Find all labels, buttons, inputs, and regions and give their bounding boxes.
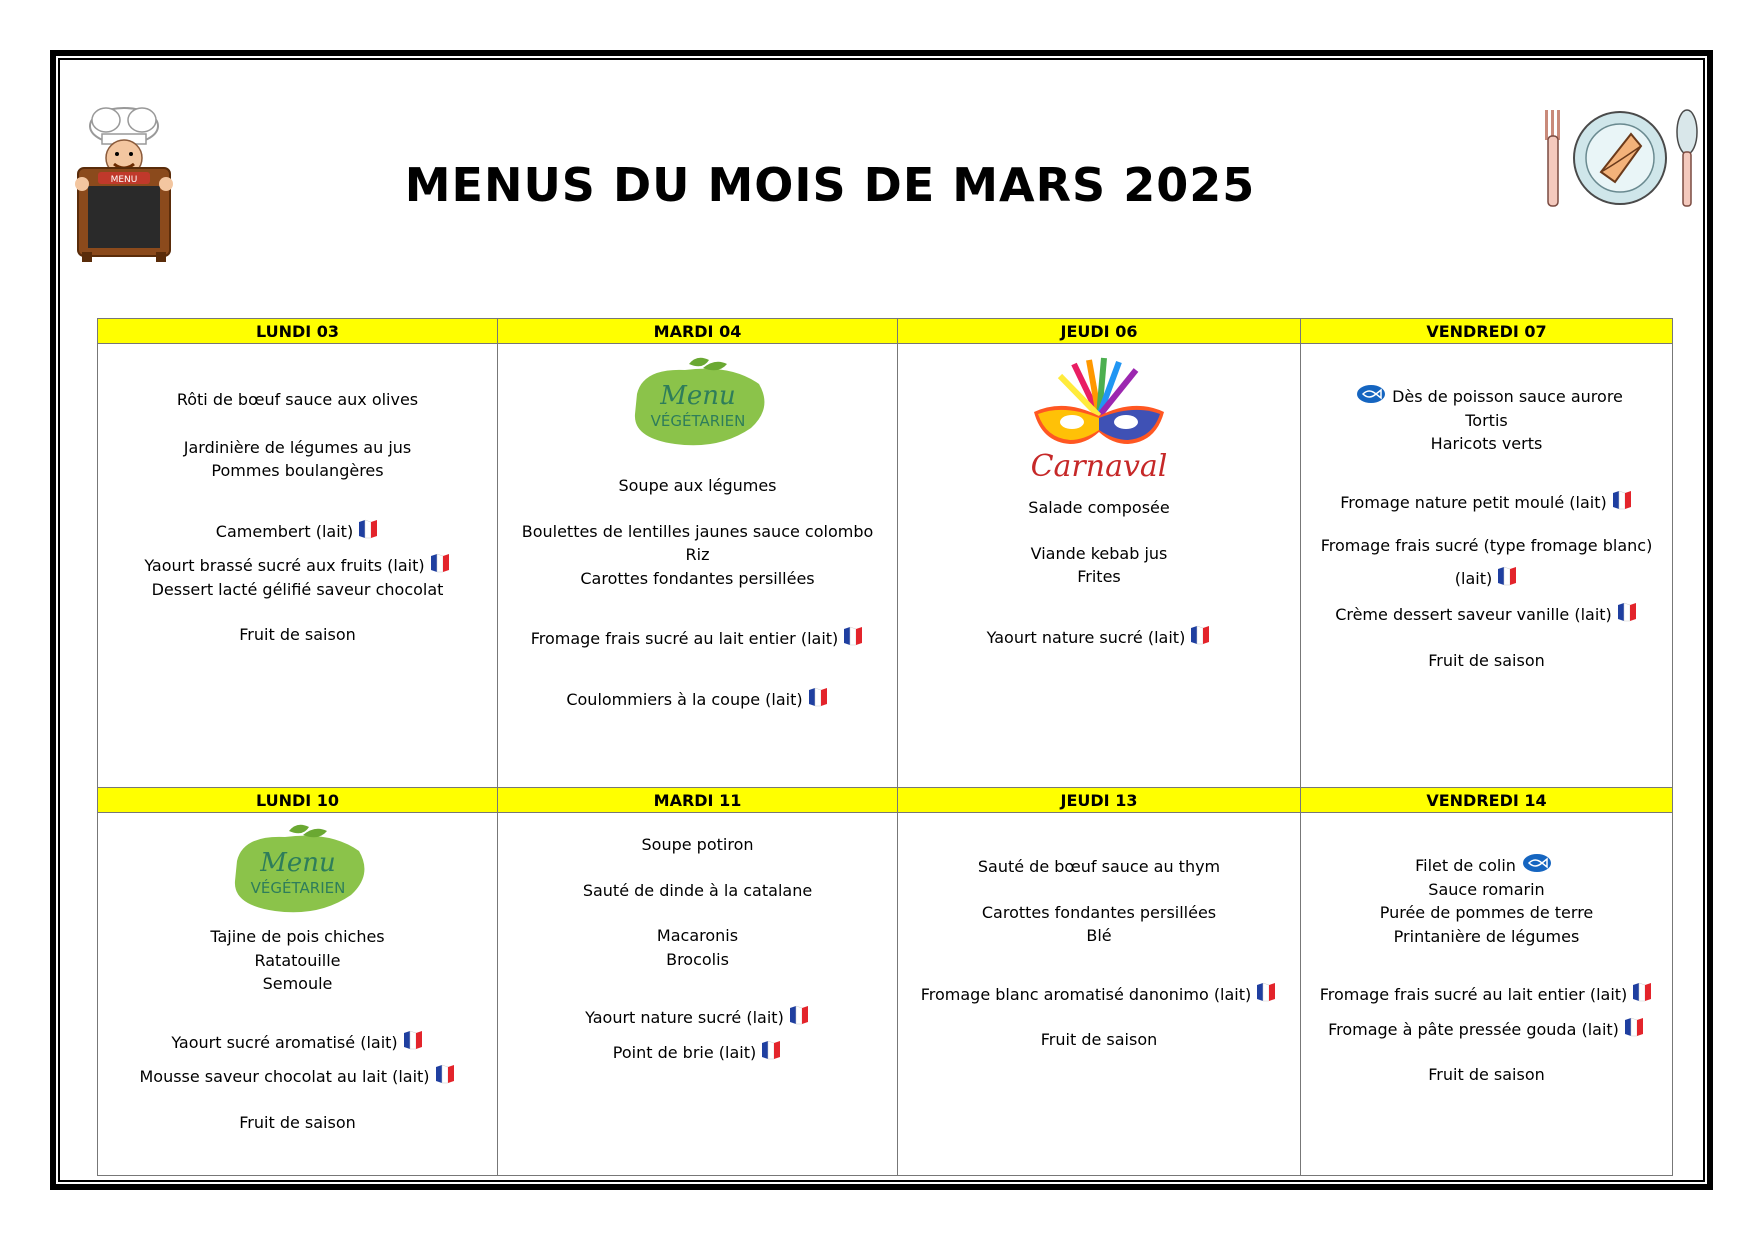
menu-item-row [1301,566,1672,591]
menu-item: Fruit de saison [1428,650,1545,670]
menu-item: Carottes fondantes persillées [580,568,815,588]
day-header-jeudi-06: JEUDI 06 [898,319,1301,344]
menu-item: Printanière de légumes [1393,926,1580,946]
menu-item: Tajine de pois chiches [210,927,385,946]
menu-item: Filet de colin [1415,856,1516,875]
menu-item: Macaronis [656,926,739,945]
fish-label-icon [1522,853,1552,873]
menu-item: Fruit de saison [239,1112,356,1132]
svg-text:Carnaval: Carnaval [1030,449,1168,484]
fish-label-icon [1356,384,1386,404]
french-flag-icon [842,626,864,646]
day-header-jeudi-13: JEUDI 13 [898,788,1301,813]
menu-item-row [498,1005,897,1030]
day-header-mardi-11: MARDI 11 [498,788,898,813]
menu-item-row [498,626,897,651]
menu-item: Yaourt brassé sucré aux fruits (lait) [144,556,425,575]
french-flag-icon [1631,982,1653,1002]
week1-body-row [98,344,1673,788]
menu-item: Fromage nature petit moulé (lait) [1340,492,1607,512]
french-flag-icon [1189,625,1211,645]
day-header-lundi-03: LUNDI 03 [98,319,498,344]
french-flag-icon [788,1005,810,1025]
carnival-mask-badge [1024,354,1174,484]
french-flag-icon [1496,566,1518,586]
french-flag-icon [429,553,451,573]
day-header-vendredi-14: VENDREDI 14 [1301,788,1673,813]
menu-item: Sauce romarin [1428,879,1545,899]
french-flag-icon [807,687,829,707]
french-flag-icon [1616,602,1638,622]
french-flag-icon [1623,1017,1645,1037]
menu-item: Semoule [262,974,333,993]
vegetarian-menu-badge [223,821,373,921]
menu-item: (lait) [1454,568,1493,588]
menu-item: Ratatouille [254,950,341,970]
menu-cell-lundi-03 [98,344,498,788]
week2-header-row [98,788,1673,813]
menu-item: Fruit de saison [1428,1065,1545,1084]
menu-item: Pommes boulangères [211,461,384,480]
menu-item: Rôti de bœuf sauce aux olives [176,390,419,409]
menu-item: Fruit de saison [1040,1030,1158,1049]
menu-item: Blé [1086,926,1112,945]
menu-item: Viande kebab jus [1030,543,1168,563]
menu-item: Crème dessert saveur vanille (lait) [1335,605,1612,624]
menu-item: Dessert lacté gélifié saveur chocolat [151,579,444,599]
menu-item-row [98,553,497,578]
menu-item: Soupe aux légumes [618,476,777,495]
french-flag-icon [434,1064,456,1084]
menu-cell-jeudi-06 [898,344,1301,788]
menu-item: Jardinière de légumes au jus [183,437,412,457]
menu-table [97,318,1673,1176]
menu-item: Camembert (lait) [215,521,354,541]
week2-body-row [98,813,1673,1176]
menu-item: Coulommiers à la coupe (lait) [566,689,803,709]
menu-cell-lundi-10 [98,813,498,1176]
menu-item-row [98,519,497,544]
menu-item-row [1301,853,1672,878]
menu-item-row [498,687,897,712]
menu-item: Fromage à pâte pressée gouda (lait) [1328,1019,1619,1039]
svg-text:VÉGÉTARIEN: VÉGÉTARIEN [250,879,345,897]
day-header-lundi-10: LUNDI 10 [98,788,498,813]
svg-text:VÉGÉTARIEN: VÉGÉTARIEN [650,412,745,430]
menu-item: Salade composée [1028,498,1170,517]
menu-item-row [1301,602,1672,627]
day-header-vendredi-07: VENDREDI 07 [1301,319,1673,344]
french-flag-icon [760,1040,782,1060]
menu-cell-vendredi-14 [1301,813,1673,1176]
menu-item: Fromage frais sucré au lait entier (lait) [530,629,839,648]
menu-item: Mousse saveur chocolat au lait (lait) [139,1067,430,1086]
menu-item-row [498,1040,897,1065]
menu-item-row [898,982,1300,1007]
menu-item: Fruit de saison [239,625,356,644]
menu-item: Boulettes de lentilles jaunes sauce colombo [521,521,874,541]
menu-item-row [1301,1017,1672,1042]
menu-item: Yaourt nature sucré (lait) [585,1008,784,1027]
french-flag-icon [357,519,379,539]
menu-item: Fromage frais sucré au lait entier (lait) [1319,985,1628,1004]
menu-item-row [1301,384,1672,409]
french-flag-icon [402,1030,424,1050]
menu-cell-mardi-04 [498,344,898,788]
menu-item: Purée de pommes de terre [1379,903,1594,922]
menu-item: Riz [685,545,710,564]
page-title: MENUS DU MOIS DE MARS 2025 [404,158,1256,212]
svg-text:MENU: MENU [110,175,138,185]
menu-item: Tortis [1465,410,1508,430]
menu-item: Haricots verts [1430,434,1543,453]
menu-item: Carottes fondantes persillées [981,902,1217,922]
menu-item: Fromage blanc aromatisé danonimo (lait) [920,984,1252,1004]
menu-item: Point de brie (lait) [612,1042,757,1062]
menu-cell-vendredi-07 [1301,344,1673,788]
menu-item-row [98,1064,497,1089]
menu-item: Brocolis [666,949,729,969]
menu-item: Yaourt sucré aromatisé (lait) [171,1032,398,1052]
french-flag-icon [1611,490,1633,510]
vegetarian-menu-badge [623,354,773,454]
day-header-mardi-04: MARDI 04 [498,319,898,344]
menu-item-row [98,1030,497,1055]
menu-item: Fromage frais sucré (type fromage blanc) [1320,536,1653,555]
menu-item-row [1301,490,1672,515]
menu-item: Yaourt nature sucré (lait) [986,627,1186,647]
french-flag-icon [1255,982,1277,1002]
menu-item: Sauté de dinde à la catalane [582,880,813,900]
menu-item: Sauté de bœuf sauce au thym [977,857,1221,876]
menu-item: Soupe potiron [641,835,754,854]
svg-text:Menu: Menu [259,848,336,878]
week1-header-row [98,319,1673,344]
menu-cell-jeudi-13 [898,813,1301,1176]
menu-item: Dès de poisson sauce aurore [1392,387,1623,406]
menu-item: Frites [1077,567,1121,586]
svg-text:Menu: Menu [659,381,736,411]
menu-item-row [1301,982,1672,1007]
menu-cell-mardi-11 [498,813,898,1176]
menu-item-row [898,625,1300,650]
